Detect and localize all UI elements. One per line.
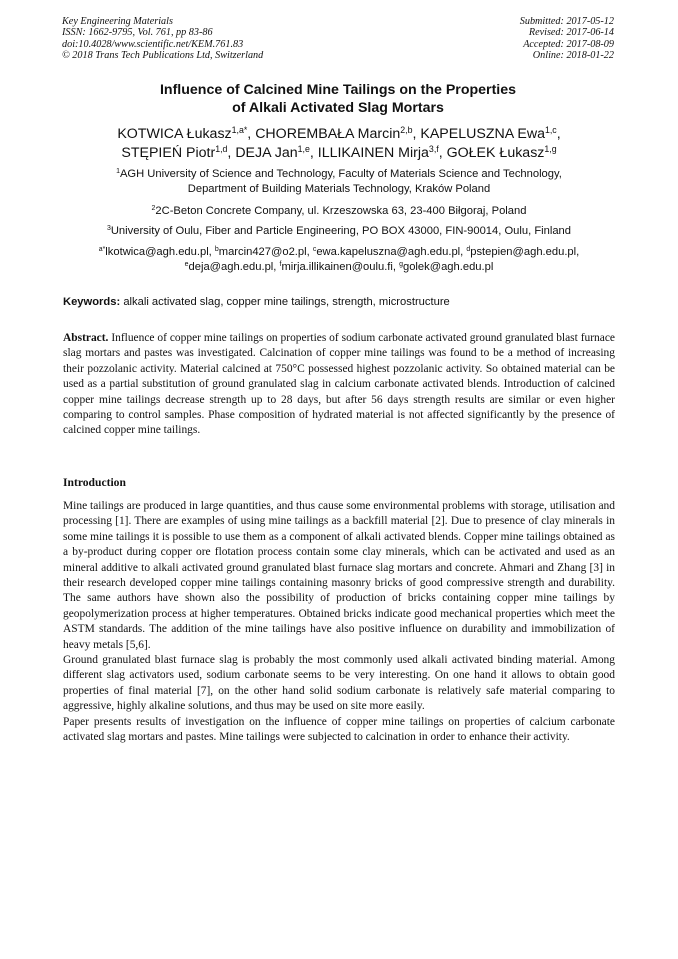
email-link[interactable]: mirja.illikainen@oulu.fi,: [281, 261, 397, 273]
introduction-body: [63, 499, 615, 746]
keywords-text: alkali activated slag, copper mine tailings, strength, microstructure: [123, 296, 450, 308]
email-link[interactable]: lkotwica@agh.edu.pl,: [105, 246, 212, 258]
copyright-line: © 2018 Trans Tech Publications Ltd, Switzerland: [62, 50, 264, 62]
author-emails: [40, 245, 638, 275]
author-line-2: STĘPIEŃ Piotr$^{1,d}$, DEJA Jan$^{1,e}$, ILLIKAINEN Mirja$^{3,f}$, GOŁEK Łukasz$^{1,g}$: [121, 144, 557, 161]
affiliation-superscript: 3: [106, 225, 111, 233]
intro-paragraph: Ground granulated blast furnace slag is probably the most commonly used alkali activated binding material. Among different slag activators used, sodium carbonate seems to be very interesting. On one hand it allows to obtain good properties of final material [7], on the other hand solid sodium carbonate is relatively safe material comparing to aggressive, highly alkaline solutions, and thus may be used on site more easily.: [63, 654, 615, 713]
issn-line: ISSN: 1662-9795, Vol. 761, pp 83-86: [62, 27, 213, 39]
author-name: KAPELUSZNA Ewa: [420, 126, 545, 142]
abstract-label: Abstract.: [63, 332, 109, 344]
keywords-line: [63, 295, 450, 309]
author-superscript: 1,c: [544, 125, 557, 136]
revised-date: Revised: 2017-06-14: [528, 27, 614, 39]
author-superscript: 3,f: [428, 144, 439, 155]
title-line-2: of Alkali Activated Slag Mortars: [232, 99, 444, 116]
email-superscript: c: [312, 246, 317, 254]
email-link[interactable]: deja@agh.edu.pl,: [188, 261, 277, 273]
author-name: CHOREMBAŁA Marcin: [255, 126, 401, 142]
email-superscript: b: [214, 246, 219, 254]
intro-paragraph: Paper presents results of investigation on the influence of copper mine tailings on properties of calcium carbonate activated slag mortars and pastes. Mine tailings were subjected to calcination in order to enhance their activity.: [63, 715, 615, 744]
paper-title: [62, 82, 614, 117]
author-superscript: 1,d: [215, 144, 228, 155]
dates-info: [520, 16, 614, 62]
introduction-heading: Introduction: [63, 476, 126, 489]
email-superscript: f: [279, 261, 282, 269]
title-line-1: Influence of Calcined Mine Tailings on the Properties: [159, 82, 517, 98]
email-superscript: e: [184, 261, 189, 269]
author-line-1: KOTWICA Łukasz$^{1,a*}$, CHOREMBAŁA Marcin$^{2,b}$, KAPELUSZNA Ewa$^{1,c}$,: [117, 125, 561, 142]
journal-name: Key Engineering Materials: [62, 16, 173, 27]
email-link[interactable]: pstepien@agh.edu.pl,: [470, 246, 580, 258]
author-name: STĘPIEŃ Piotr: [121, 145, 216, 161]
email-superscript: a*: [98, 246, 106, 254]
affiliation-line: University of Oulu, Fiber and Particle Engineering, PO BOX 43000, FIN-90014, Oulu, Finland: [110, 225, 572, 237]
affiliation-line: Department of Building Materials Technology, Kraków Poland: [187, 183, 491, 195]
affiliation-line: AGH University of Science and Technology, Faculty of Materials Science and Technology,: [119, 168, 562, 180]
email-link[interactable]: ewa.kapeluszna@agh.edu.pl,: [316, 246, 464, 258]
keywords-label: Keywords:: [63, 296, 121, 308]
email-superscript: d: [466, 246, 471, 254]
submitted-date: Submitted: 2017-05-12: [519, 16, 614, 27]
email-link[interactable]: marcin427@o2.pl,: [218, 246, 310, 258]
author-name: ILLIKAINEN Mirja: [317, 145, 429, 161]
affiliation-1: [40, 167, 638, 197]
author-superscript: 1,a*: [231, 125, 248, 136]
online-date: Online: 2018-01-22: [532, 50, 614, 62]
doi-line: doi:10.4028/www.scientific.net/KEM.761.83: [62, 38, 244, 50]
affiliation-superscript: 2: [151, 205, 156, 213]
intro-paragraph: Mine tailings are produced in large quantities, and thus cause some environmental problems with storage, utilisation and processing [1]. There are examples of using mine tailings as a backfill material [2]. Due to presence of clay minerals in some mine tailings it is possible to use them as a component of alkali activated blends. Copper mine tailings obtained as a by-product during copper ore flotation process contain some clay minerals, which can be activated and used as an mineral additive to alkali activated ground granulated blast furnace slag mortars and concrete. Ahmari and Zhang [3] in their research developed copper mine tailings containing masonry bricks of good compressive strength and durability. The same authors have shown also the possibility of production of bricks containing copper mine tailings by geopolymerization process at higher temperatures. Obtained bricks indicate good mechanical properties which meet the ASTM standards. The addition of the mine tailings have also positive influence on durability and immobilization of heavy metals [5,6].: [63, 500, 615, 651]
author-superscript: 2,b: [400, 125, 413, 136]
email-superscript: g: [399, 261, 403, 269]
author-superscript: 1,e: [297, 144, 310, 155]
affiliation-line: 2C-Beton Concrete Company, ul. Krzeszowska 63, 23-400 Biłgoraj, Poland: [155, 205, 527, 217]
journal-info: [62, 16, 263, 62]
author-name: DEJA Jan: [235, 145, 298, 161]
affiliation-superscript: 1: [116, 168, 120, 176]
affiliation-3: [40, 224, 638, 239]
affiliation-2: [40, 204, 638, 219]
accepted-date: Accepted: 2017-08-09: [523, 38, 614, 50]
author-name: KOTWICA Łukasz: [117, 126, 232, 142]
abstract-paragraph: [63, 331, 615, 439]
author-list: [40, 125, 638, 163]
author-superscript: 1,g: [544, 144, 557, 155]
email-link[interactable]: golek@agh.edu.pl: [402, 261, 494, 273]
abstract-text: Influence of copper mine tailings on properties of sodium carbonate activated ground granulated blast furnace slag mortars and pastes was investigated. Calcination of copper mine tailings was found to be a method of increasing their pozzolanic activity. Material calcined at 750°C possessed highest pozzolanic activity. So obtained material can be used as a partial substitution of ground granulated slag in calcium carbonate activated blends. Introduction of calcined copper mine tailings decrease strength up to 28 days, but after 56 days strength results are similar or even higher comparing to control samples. Phase composition of hydrated material is not affected significantly by the presence of calcined copper mine tailings.: [63, 332, 615, 437]
author-name: GOŁEK Łukasz: [446, 145, 545, 161]
